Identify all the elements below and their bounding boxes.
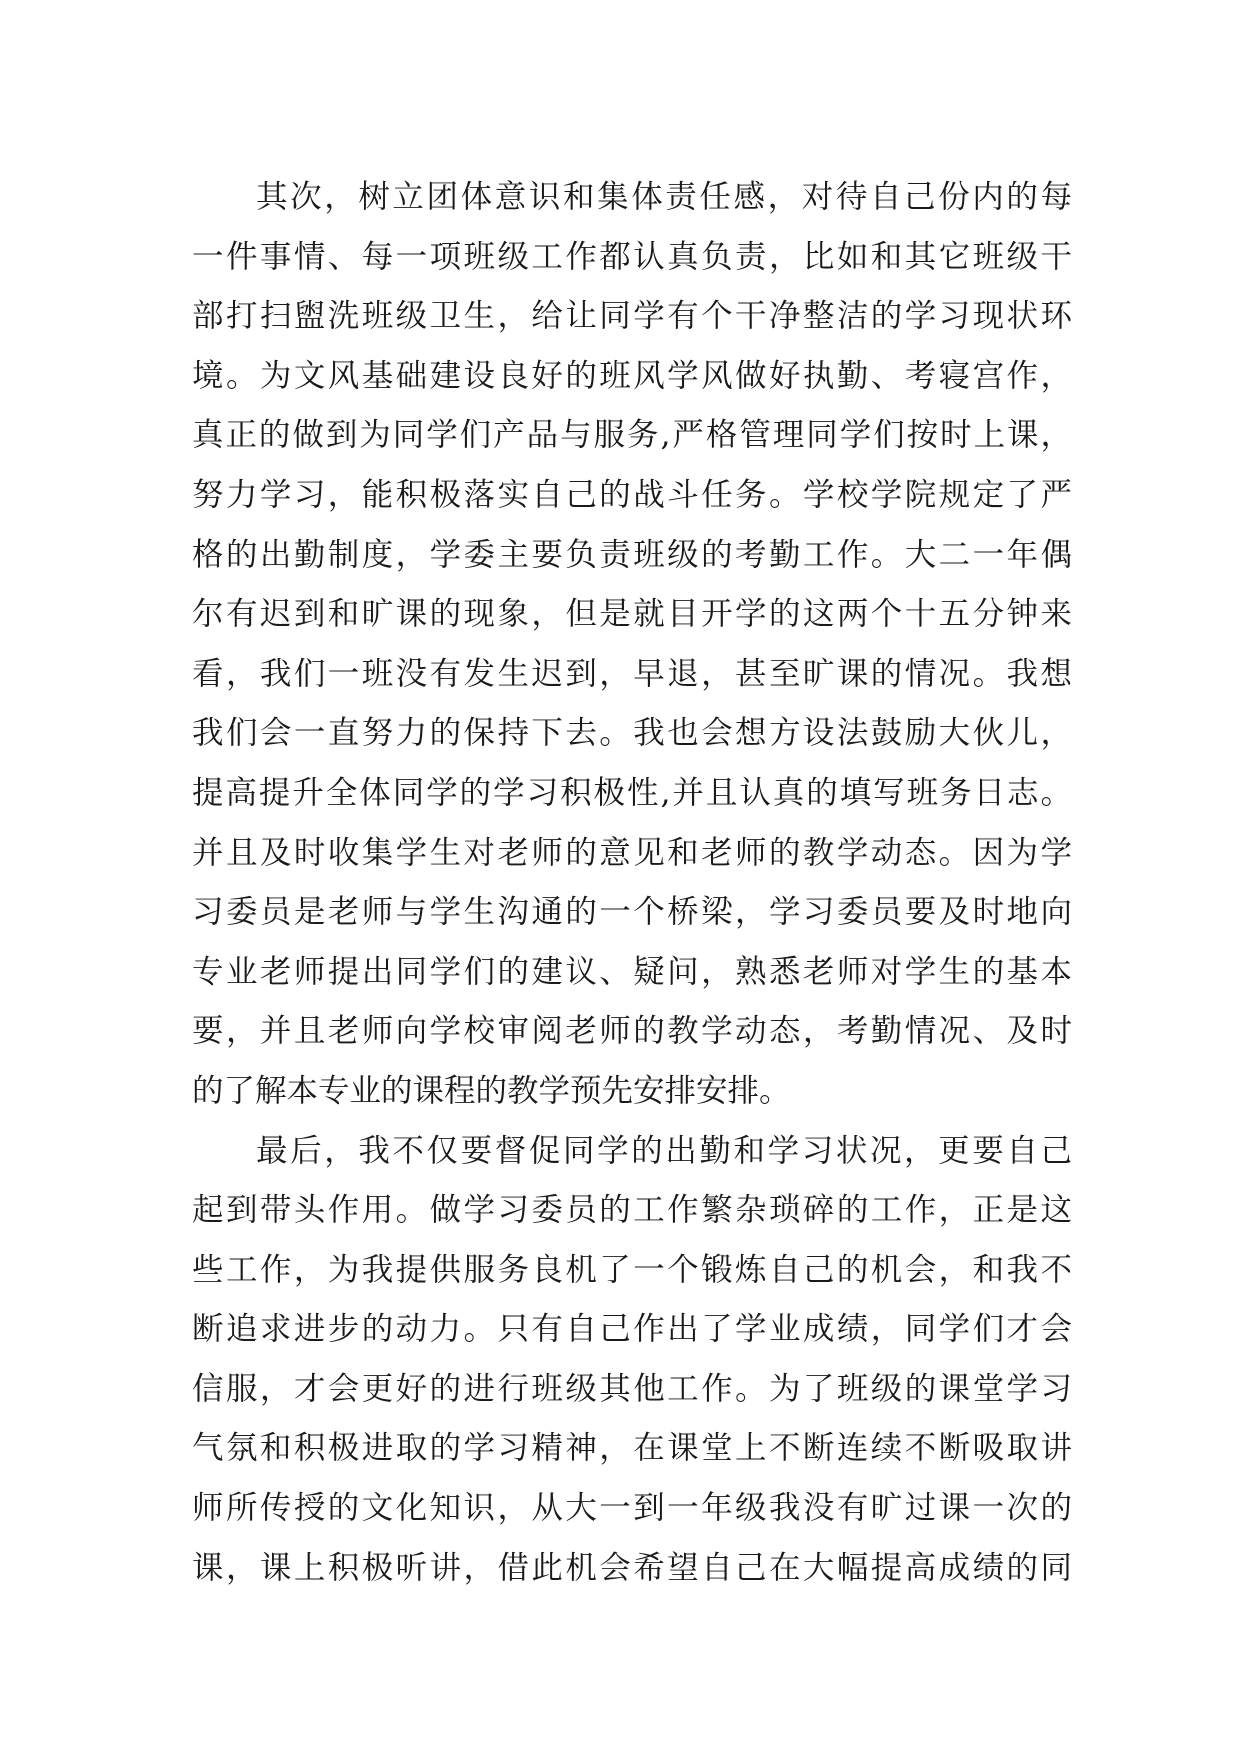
text-line: 提高提升全体同学的学习积极性,并且认真的填写班务日志。 [192, 774, 1072, 811]
text-line: 真正的做到为同学们产品与服务,严格管理同学们按时上课， [192, 417, 1072, 454]
text-line: 看，我们一班没有发生迟到，早退，甚至旷课的情况。我想 [192, 655, 1072, 692]
text-line: 师所传授的文化知识，从大一到一年级我没有旷过课一次的 [192, 1490, 1072, 1527]
text-line: 要，并且老师向学校审阅老师的教学动态，考勤情况、及时 [192, 1013, 1072, 1050]
paragraph-1 [192, 168, 1072, 1122]
text-line: 其次，树立团体意识和集体责任感，对待自己份内的每 [256, 179, 1072, 215]
text-line: 尔有迟到和旷课的现象，但是就目开学的这两个十五分钟来 [192, 596, 1072, 633]
text-line: 气氛和积极进取的学习精神，在课堂上不断连续不断吸取讲 [192, 1430, 1072, 1467]
text-line: 的了解本专业的课程的教学预先安排安排。 [192, 1072, 791, 1109]
text-line: 境。为文风基础建设良好的班风学风做好执勤、考寝宫作， [192, 357, 1072, 394]
text-line: 信服，才会更好的进行班级其他工作。为了班级的课堂学习 [192, 1370, 1072, 1407]
text-line: 起到带头作用。做学习委员的工作繁杂琐碎的工作，正是这 [192, 1192, 1072, 1229]
text-line: 努力学习，能积极落实自己的战斗任务。学校学院规定了严 [192, 476, 1072, 513]
text-line: 些工作，为我提供服务良机了一个锻炼自己的机会，和我不 [192, 1251, 1072, 1288]
text-line: 断追求进步的动力。只有自己作出了学业成绩，同学们才会 [192, 1311, 1072, 1348]
text-line: 课，课上积极听讲，借此机会希望自己在大幅提高成绩的同 [192, 1549, 1072, 1586]
text-line: 并且及时收集学生对老师的意见和老师的教学动态。因为学 [192, 834, 1072, 871]
text-line: 最后，我不仅要督促同学的出勤和学习状况，更要自己 [256, 1132, 1072, 1169]
text-line: 我们会一直努力的保持下去。我也会想方设法鼓励大伙儿， [192, 715, 1072, 752]
text-line: 专业老师提出同学们的建议、疑问，熟悉老师对学生的基本 [192, 953, 1072, 990]
text-line: 格的出勤制度，学委主要负责班级的考勤工作。大二一年偶 [192, 536, 1072, 573]
text-line: 习委员是老师与学生沟通的一个桥梁，学习委员要及时地向 [192, 894, 1072, 931]
text-line: 一件事情、每一项班级工作都认真负责，比如和其它班级干 [192, 238, 1072, 275]
text-line: 部打扫盥洗班级卫生，给让同学有个干净整洁的学习现状环 [192, 298, 1072, 335]
paragraph-2 [192, 1122, 1072, 1599]
body-text [192, 168, 1072, 1598]
